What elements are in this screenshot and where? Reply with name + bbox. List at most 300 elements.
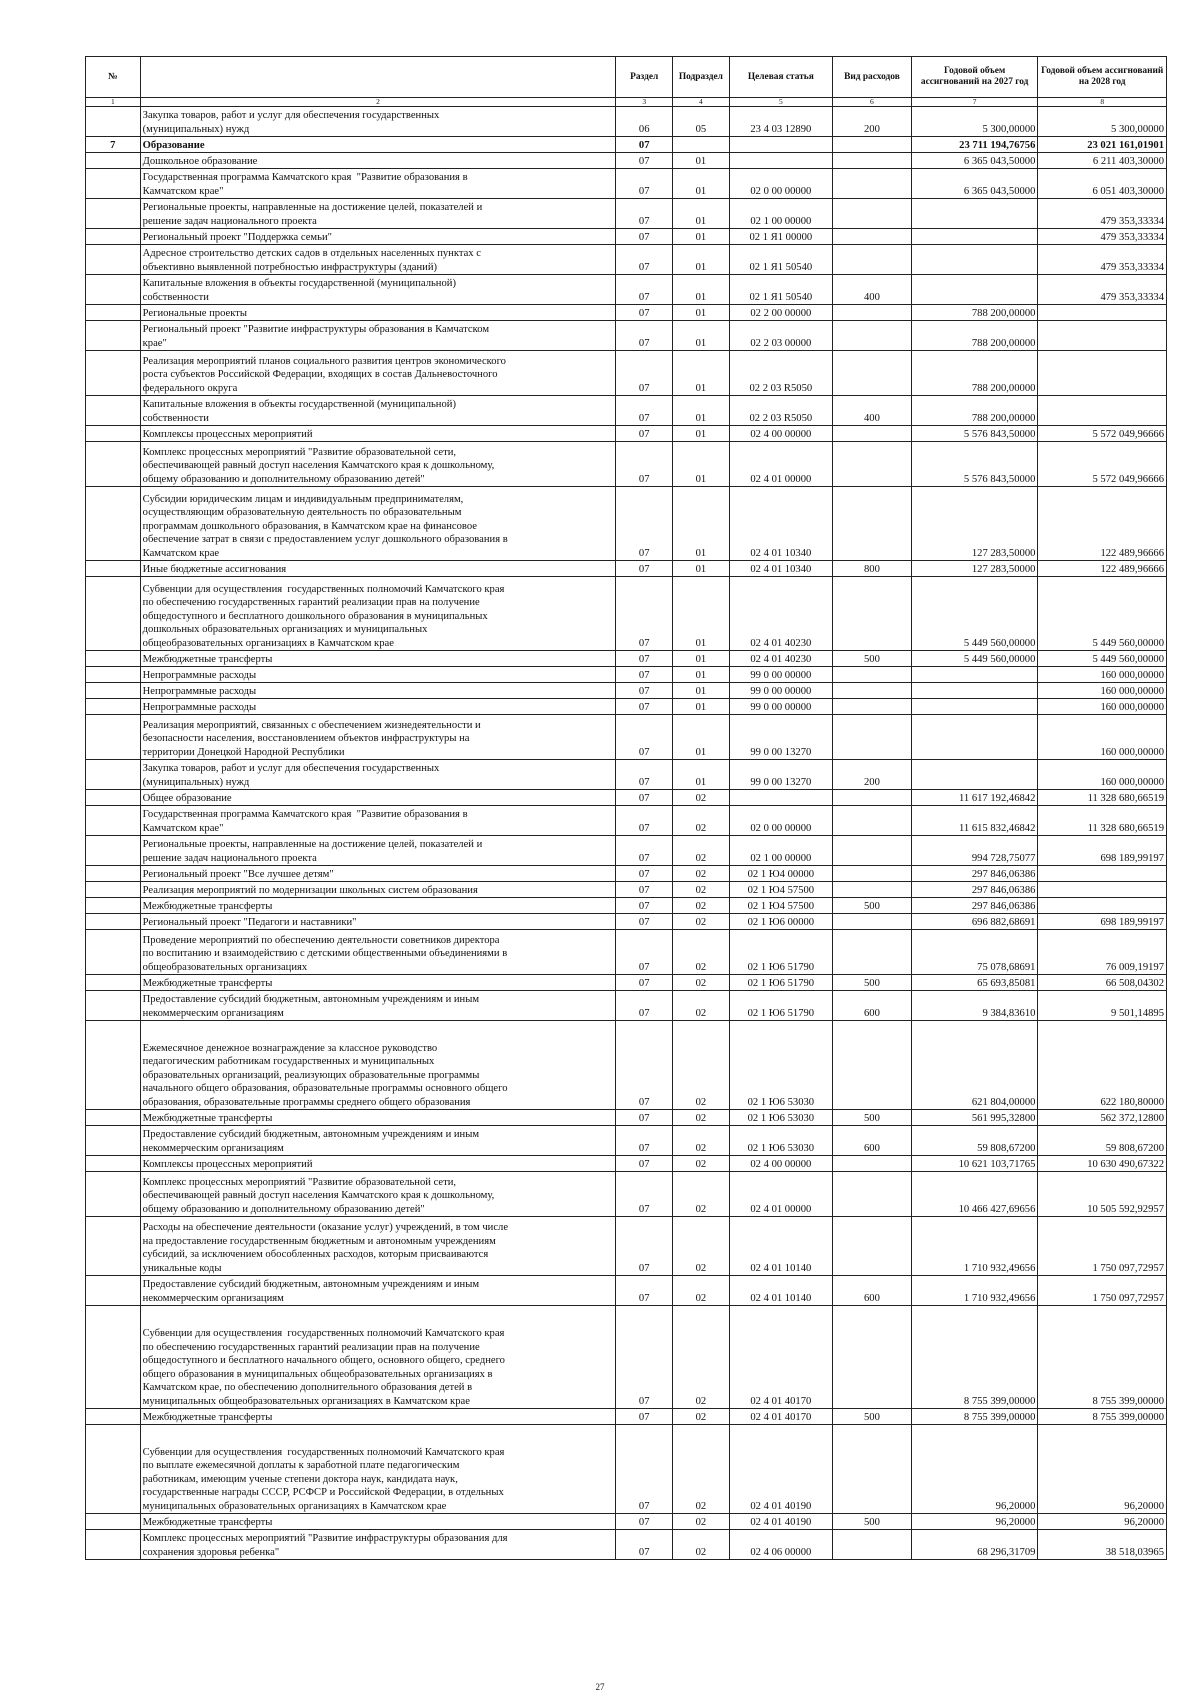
cell-name: Региональный проект "Педагоги и наставники" <box>140 914 616 930</box>
cell-target: 02 0 00 00000 <box>729 806 832 836</box>
header-name <box>140 57 616 98</box>
cell-2028 <box>1038 305 1167 321</box>
cell-2027: 75 078,68691 <box>911 930 1038 975</box>
cell-exptype: 400 <box>832 275 911 305</box>
table-row <box>86 667 1167 683</box>
cell-2027: 10 466 427,69656 <box>911 1172 1038 1217</box>
cell-num <box>86 107 141 137</box>
cell-section: 07 <box>616 1306 673 1409</box>
header-row <box>86 57 1167 98</box>
cell-num <box>86 651 141 667</box>
cell-num <box>86 930 141 975</box>
cell-section: 07 <box>616 153 673 169</box>
cell-section: 07 <box>616 836 673 866</box>
cell-subsection: 01 <box>673 651 730 667</box>
cell-subsection: 02 <box>673 1276 730 1306</box>
cell-section: 07 <box>616 169 673 199</box>
cell-2028: 10 630 490,67322 <box>1038 1156 1167 1172</box>
cell-name: Реализация мероприятий планов социального развития центров экономического роста субъектов Российской Федерации, входящих в состав Дальневосточного федерального округа <box>140 351 616 396</box>
cell-section: 07 <box>616 229 673 245</box>
table-row <box>86 806 1167 836</box>
table-row <box>86 1276 1167 1306</box>
cell-num <box>86 577 141 651</box>
table-row <box>86 914 1167 930</box>
cell-exptype <box>832 137 911 153</box>
cell-section: 07 <box>616 1156 673 1172</box>
table-row <box>86 275 1167 305</box>
cell-2028: 11 328 680,66519 <box>1038 790 1167 806</box>
cell-subsection: 02 <box>673 975 730 991</box>
cell-2027 <box>911 275 1038 305</box>
table-row <box>86 715 1167 760</box>
cell-name: Комплекс процессных мероприятий "Развитие инфраструктуры образования для сохранения здоровья ребенка" <box>140 1530 616 1560</box>
cell-2028: 6 051 403,30000 <box>1038 169 1167 199</box>
cell-num <box>86 229 141 245</box>
cell-section: 07 <box>616 1514 673 1530</box>
cell-exptype <box>832 667 911 683</box>
table-row <box>86 153 1167 169</box>
cell-num <box>86 1110 141 1126</box>
table-row <box>86 107 1167 137</box>
cell-section: 07 <box>616 790 673 806</box>
cell-exptype <box>832 442 911 487</box>
cell-exptype: 400 <box>832 396 911 426</box>
cell-2027: 11 617 192,46842 <box>911 790 1038 806</box>
cell-name: Комплекс процессных мероприятий "Развитие образовательной сети, обеспечивающей равный доступ населения Камчатского края к дошкольному, общему образованию и дополнительному образованию детей" <box>140 442 616 487</box>
cell-2027: 8 755 399,00000 <box>911 1409 1038 1425</box>
cell-2027 <box>911 229 1038 245</box>
cell-exptype <box>832 487 911 561</box>
cell-name: Комплексы процессных мероприятий <box>140 426 616 442</box>
cell-num <box>86 426 141 442</box>
cell-num <box>86 153 141 169</box>
cell-section: 07 <box>616 1172 673 1217</box>
cell-name: Предоставление субсидий бюджетным, автономным учреждениям и иным некоммерческим организациям <box>140 991 616 1021</box>
cell-target <box>729 137 832 153</box>
cell-section: 07 <box>616 667 673 683</box>
cell-name: Капитальные вложения в объекты государственной (муниципальной) собственности <box>140 275 616 305</box>
cell-target: 02 2 00 00000 <box>729 305 832 321</box>
col-index: 7 <box>911 98 1038 107</box>
cell-subsection: 02 <box>673 991 730 1021</box>
cell-exptype: 600 <box>832 1126 911 1156</box>
cell-target: 02 4 00 00000 <box>729 426 832 442</box>
cell-exptype <box>832 1156 911 1172</box>
cell-2027 <box>911 199 1038 229</box>
cell-exptype <box>832 229 911 245</box>
cell-exptype: 500 <box>832 975 911 991</box>
cell-subsection: 01 <box>673 760 730 790</box>
cell-section: 07 <box>616 321 673 351</box>
table-row <box>86 1530 1167 1560</box>
cell-name: Реализация мероприятий, связанных с обеспечением жизнедеятельности и безопасности населения, восстановлением объектов инфраструктуры на территории Донецкой Народной Республики <box>140 715 616 760</box>
cell-target: 99 0 00 00000 <box>729 667 832 683</box>
cell-section: 07 <box>616 487 673 561</box>
table-row <box>86 1172 1167 1217</box>
cell-section: 07 <box>616 245 673 275</box>
cell-2028: 5 449 560,00000 <box>1038 577 1167 651</box>
cell-num <box>86 683 141 699</box>
cell-num <box>86 975 141 991</box>
cell-2027: 68 296,31709 <box>911 1530 1038 1560</box>
cell-subsection: 02 <box>673 1021 730 1110</box>
table-row <box>86 442 1167 487</box>
cell-target: 02 4 01 10140 <box>729 1217 832 1276</box>
cell-exptype: 600 <box>832 1276 911 1306</box>
cell-section: 07 <box>616 199 673 229</box>
cell-subsection: 02 <box>673 1126 730 1156</box>
cell-2027: 5 449 560,00000 <box>911 577 1038 651</box>
cell-2028 <box>1038 321 1167 351</box>
cell-subsection: 02 <box>673 930 730 975</box>
cell-subsection <box>673 137 730 153</box>
col-index: 3 <box>616 98 673 107</box>
cell-2027: 6 365 043,50000 <box>911 153 1038 169</box>
cell-2028: 160 000,00000 <box>1038 760 1167 790</box>
cell-target: 02 4 06 00000 <box>729 1530 832 1560</box>
cell-target: 02 1 Ю6 51790 <box>729 975 832 991</box>
cell-num <box>86 1021 141 1110</box>
cell-target: 02 4 01 40170 <box>729 1306 832 1409</box>
table-row <box>86 683 1167 699</box>
table-row <box>86 882 1167 898</box>
cell-num <box>86 914 141 930</box>
cell-subsection: 02 <box>673 1156 730 1172</box>
cell-name: Межбюджетные трансферты <box>140 898 616 914</box>
cell-name: Ежемесячное денежное вознаграждение за классное руководство педагогическим работникам государственных и муниципальных образовательных организаций, реализующих образовательные программы начального общего образования, образовательные программы основного общего образования, образовательные программы среднего общего образования <box>140 1021 616 1110</box>
cell-subsection: 01 <box>673 305 730 321</box>
cell-subsection: 02 <box>673 1425 730 1514</box>
cell-exptype: 500 <box>832 1409 911 1425</box>
cell-subsection: 01 <box>673 561 730 577</box>
cell-exptype <box>832 351 911 396</box>
cell-exptype <box>832 321 911 351</box>
cell-2027: 5 576 843,50000 <box>911 442 1038 487</box>
table-row <box>86 487 1167 561</box>
table-row <box>86 1156 1167 1172</box>
cell-section: 07 <box>616 137 673 153</box>
table-row <box>86 199 1167 229</box>
cell-2028 <box>1038 396 1167 426</box>
cell-2028: 122 489,96666 <box>1038 561 1167 577</box>
cell-2027: 297 846,06386 <box>911 898 1038 914</box>
cell-2027 <box>911 245 1038 275</box>
cell-subsection: 01 <box>673 699 730 715</box>
cell-subsection: 02 <box>673 1217 730 1276</box>
cell-name: Региональные проекты <box>140 305 616 321</box>
cell-2027 <box>911 715 1038 760</box>
cell-exptype <box>832 836 911 866</box>
cell-target: 02 4 01 40230 <box>729 577 832 651</box>
cell-2027: 5 576 843,50000 <box>911 426 1038 442</box>
col-index: 8 <box>1038 98 1167 107</box>
cell-subsection: 01 <box>673 715 730 760</box>
table-row <box>86 577 1167 651</box>
cell-name: Общее образование <box>140 790 616 806</box>
cell-2028: 5 572 049,96666 <box>1038 442 1167 487</box>
cell-target: 99 0 00 00000 <box>729 683 832 699</box>
cell-target: 02 1 Ю6 53030 <box>729 1110 832 1126</box>
table-row <box>86 1126 1167 1156</box>
table-row <box>86 991 1167 1021</box>
cell-num <box>86 1217 141 1276</box>
cell-name: Региональный проект "Развитие инфраструктуры образования в Камчатском крае" <box>140 321 616 351</box>
cell-name: Межбюджетные трансферты <box>140 1110 616 1126</box>
table-row <box>86 1110 1167 1126</box>
cell-2028: 11 328 680,66519 <box>1038 806 1167 836</box>
col-index: 6 <box>832 98 911 107</box>
cell-subsection: 02 <box>673 1306 730 1409</box>
cell-2028: 160 000,00000 <box>1038 667 1167 683</box>
cell-target: 02 1 Ю4 57500 <box>729 882 832 898</box>
cell-subsection: 01 <box>673 275 730 305</box>
col-index: 5 <box>729 98 832 107</box>
cell-exptype <box>832 914 911 930</box>
cell-target: 02 2 03 R5050 <box>729 351 832 396</box>
cell-2027: 127 283,50000 <box>911 487 1038 561</box>
table-row <box>86 321 1167 351</box>
cell-target: 02 4 01 40190 <box>729 1514 832 1530</box>
col-index: 4 <box>673 98 730 107</box>
table-row <box>86 561 1167 577</box>
cell-target: 02 1 Ю6 53030 <box>729 1126 832 1156</box>
cell-target: 23 4 03 12890 <box>729 107 832 137</box>
cell-exptype <box>832 245 911 275</box>
cell-2028: 479 353,33334 <box>1038 199 1167 229</box>
cell-subsection: 01 <box>673 169 730 199</box>
cell-2028: 76 009,19197 <box>1038 930 1167 975</box>
cell-2028: 5 300,00000 <box>1038 107 1167 137</box>
cell-num <box>86 991 141 1021</box>
cell-num <box>86 1126 141 1156</box>
cell-num <box>86 321 141 351</box>
cell-2027 <box>911 683 1038 699</box>
cell-name: Субвенции для осуществления государственных полномочий Камчатского края по выплате ежемесячной доплаты к заработной плате педагогическим работникам, имеющим ученые степени доктора наук, кандидата наук, государственные награды СССР, РСФСР и Российской Федерации, в отдельных муниципальных образовательных организациях в Камчатском крае <box>140 1425 616 1514</box>
cell-target: 02 1 00 00000 <box>729 199 832 229</box>
cell-num <box>86 169 141 199</box>
cell-name: Образование <box>140 137 616 153</box>
table-row <box>86 651 1167 667</box>
cell-exptype <box>832 806 911 836</box>
cell-section: 07 <box>616 898 673 914</box>
cell-num <box>86 487 141 561</box>
cell-2028: 698 189,99197 <box>1038 836 1167 866</box>
budget-table <box>85 56 1167 1560</box>
cell-target: 02 4 01 40190 <box>729 1425 832 1514</box>
cell-target: 02 4 01 00000 <box>729 442 832 487</box>
cell-subsection: 02 <box>673 1172 730 1217</box>
cell-section: 07 <box>616 426 673 442</box>
cell-subsection: 02 <box>673 1530 730 1560</box>
cell-name: Предоставление субсидий бюджетным, автономным учреждениям и иным некоммерческим организациям <box>140 1126 616 1156</box>
cell-2028: 6 211 403,30000 <box>1038 153 1167 169</box>
cell-2028 <box>1038 866 1167 882</box>
cell-2028: 96,20000 <box>1038 1514 1167 1530</box>
table-row <box>86 137 1167 153</box>
cell-exptype <box>832 305 911 321</box>
cell-num <box>86 1425 141 1514</box>
cell-2028: 5 449 560,00000 <box>1038 651 1167 667</box>
cell-name: Межбюджетные трансферты <box>140 1514 616 1530</box>
cell-name: Непрограммные расходы <box>140 699 616 715</box>
cell-name: Региональные проекты, направленные на достижение целей, показателей и решение задач национального проекта <box>140 836 616 866</box>
cell-2028: 562 372,12800 <box>1038 1110 1167 1126</box>
cell-section: 07 <box>616 866 673 882</box>
page-number: 27 <box>595 1682 605 1692</box>
cell-2027: 994 728,75077 <box>911 836 1038 866</box>
cell-2027: 788 200,00000 <box>911 396 1038 426</box>
cell-target: 99 0 00 13270 <box>729 715 832 760</box>
cell-subsection: 01 <box>673 229 730 245</box>
cell-num <box>86 396 141 426</box>
cell-section: 07 <box>616 1276 673 1306</box>
cell-2028: 160 000,00000 <box>1038 715 1167 760</box>
cell-exptype: 800 <box>832 561 911 577</box>
cell-subsection: 02 <box>673 790 730 806</box>
cell-num <box>86 1306 141 1409</box>
cell-exptype <box>832 426 911 442</box>
cell-2027: 297 846,06386 <box>911 882 1038 898</box>
cell-target: 02 1 Ю4 00000 <box>729 866 832 882</box>
cell-2028: 160 000,00000 <box>1038 699 1167 715</box>
cell-2028: 23 021 161,01901 <box>1038 137 1167 153</box>
cell-target <box>729 153 832 169</box>
cell-section: 07 <box>616 683 673 699</box>
table-row <box>86 836 1167 866</box>
table-row <box>86 1021 1167 1110</box>
cell-exptype: 500 <box>832 651 911 667</box>
cell-subsection: 02 <box>673 914 730 930</box>
cell-name: Региональный проект "Поддержка семьи" <box>140 229 616 245</box>
cell-section: 07 <box>616 1409 673 1425</box>
table-row <box>86 790 1167 806</box>
table-row <box>86 1425 1167 1514</box>
cell-subsection: 05 <box>673 107 730 137</box>
cell-subsection: 02 <box>673 1409 730 1425</box>
cell-num <box>86 275 141 305</box>
cell-section: 07 <box>616 914 673 930</box>
cell-subsection: 02 <box>673 1110 730 1126</box>
cell-exptype <box>832 169 911 199</box>
cell-section: 07 <box>616 1530 673 1560</box>
cell-section: 07 <box>616 991 673 1021</box>
cell-name: Закупка товаров, работ и услуг для обеспечения государственных (муниципальных) нужд <box>140 107 616 137</box>
cell-subsection: 02 <box>673 806 730 836</box>
cell-2027: 1 710 932,49656 <box>911 1276 1038 1306</box>
cell-target: 02 4 01 10340 <box>729 561 832 577</box>
cell-target: 99 0 00 13270 <box>729 760 832 790</box>
cell-name: Предоставление субсидий бюджетным, автономным учреждениям и иным некоммерческим организациям <box>140 1276 616 1306</box>
cell-target: 02 4 01 10140 <box>729 1276 832 1306</box>
cell-subsection: 02 <box>673 836 730 866</box>
table-row <box>86 898 1167 914</box>
cell-target: 02 1 Ю4 57500 <box>729 898 832 914</box>
table-row <box>86 760 1167 790</box>
cell-num <box>86 245 141 275</box>
header-num: № <box>86 57 141 98</box>
cell-target: 02 1 00 00000 <box>729 836 832 866</box>
header-2027: Годовой объем ассигнований на 2027 год <box>911 57 1038 98</box>
cell-name: Расходы на обеспечение деятельности (оказание услуг) учреждений, в том числе на предоставление государственным бюджетным и автономным учреждениям субсидий, за исключением обособленных расходов, которым присваиваются уникальные коды <box>140 1217 616 1276</box>
cell-name: Субвенции для осуществления государственных полномочий Камчатского края по обеспечению государственных гарантий реализации прав на получение общедоступного и бесплатного дошкольного образования в муниципальных дошкольных образовательных организациях и муниципальных общеобразовательных организациях в Камчатском крае <box>140 577 616 651</box>
cell-subsection: 01 <box>673 396 730 426</box>
cell-section: 07 <box>616 699 673 715</box>
cell-target: 02 1 Ю6 53030 <box>729 1021 832 1110</box>
cell-2027: 5 300,00000 <box>911 107 1038 137</box>
table-row <box>86 699 1167 715</box>
cell-exptype <box>832 1172 911 1217</box>
cell-section: 07 <box>616 760 673 790</box>
table-row <box>86 426 1167 442</box>
cell-exptype <box>832 790 911 806</box>
cell-section: 07 <box>616 305 673 321</box>
cell-section: 07 <box>616 561 673 577</box>
cell-target: 02 1 Я1 50540 <box>729 245 832 275</box>
cell-2028: 622 180,80000 <box>1038 1021 1167 1110</box>
cell-exptype <box>832 866 911 882</box>
cell-exptype <box>832 1530 911 1560</box>
cell-target: 02 4 00 00000 <box>729 1156 832 1172</box>
header-exptype: Вид расходов <box>832 57 911 98</box>
cell-target: 02 2 03 00000 <box>729 321 832 351</box>
cell-exptype <box>832 930 911 975</box>
cell-exptype: 600 <box>832 991 911 1021</box>
header-2028: Годовой объем ассигнований на 2028 год <box>1038 57 1167 98</box>
cell-2028: 1 750 097,72957 <box>1038 1276 1167 1306</box>
cell-2028: 38 518,03965 <box>1038 1530 1167 1560</box>
cell-2027: 621 804,00000 <box>911 1021 1038 1110</box>
table-row <box>86 1409 1167 1425</box>
cell-name: Региональный проект "Все лучшее детям" <box>140 866 616 882</box>
cell-2027: 96,20000 <box>911 1514 1038 1530</box>
cell-name: Непрограммные расходы <box>140 667 616 683</box>
cell-name: Комплекс процессных мероприятий "Развитие образовательной сети, обеспечивающей равный доступ населения Камчатского края к дошкольному, общему образованию и дополнительному образованию детей" <box>140 1172 616 1217</box>
cell-2028: 479 353,33334 <box>1038 275 1167 305</box>
cell-2027: 1 710 932,49656 <box>911 1217 1038 1276</box>
cell-name: Межбюджетные трансферты <box>140 975 616 991</box>
cell-num <box>86 836 141 866</box>
cell-subsection: 02 <box>673 1514 730 1530</box>
cell-exptype <box>832 199 911 229</box>
cell-exptype <box>832 1425 911 1514</box>
cell-name: Субвенции для осуществления государственных полномочий Камчатского края по обеспечению государственных гарантий реализации прав на получение общедоступного и бесплатного начального общего, основного общего, среднего общего образования в муниципальных общеобразовательных организациях в Камчатском крае, по обеспечению дополнительного образования детей в муниципальных общеобразовательных организациях в Камчатском крае <box>140 1306 616 1409</box>
table-row <box>86 169 1167 199</box>
cell-subsection: 01 <box>673 245 730 275</box>
cell-2027: 96,20000 <box>911 1425 1038 1514</box>
cell-2027: 696 882,68691 <box>911 914 1038 930</box>
table-row <box>86 305 1167 321</box>
table-row <box>86 229 1167 245</box>
cell-section: 07 <box>616 1425 673 1514</box>
cell-num <box>86 715 141 760</box>
cell-num <box>86 1172 141 1217</box>
cell-target: 99 0 00 00000 <box>729 699 832 715</box>
cell-2028: 10 505 592,92957 <box>1038 1172 1167 1217</box>
cell-section: 07 <box>616 1021 673 1110</box>
cell-2027: 8 755 399,00000 <box>911 1306 1038 1409</box>
cell-2027 <box>911 760 1038 790</box>
cell-exptype <box>832 1306 911 1409</box>
cell-2027: 561 995,32800 <box>911 1110 1038 1126</box>
cell-section: 07 <box>616 351 673 396</box>
cell-exptype <box>832 699 911 715</box>
cell-subsection: 01 <box>673 667 730 683</box>
cell-2027 <box>911 699 1038 715</box>
table-row <box>86 1217 1167 1276</box>
cell-section: 07 <box>616 275 673 305</box>
table-row <box>86 930 1167 975</box>
cell-section: 07 <box>616 442 673 487</box>
